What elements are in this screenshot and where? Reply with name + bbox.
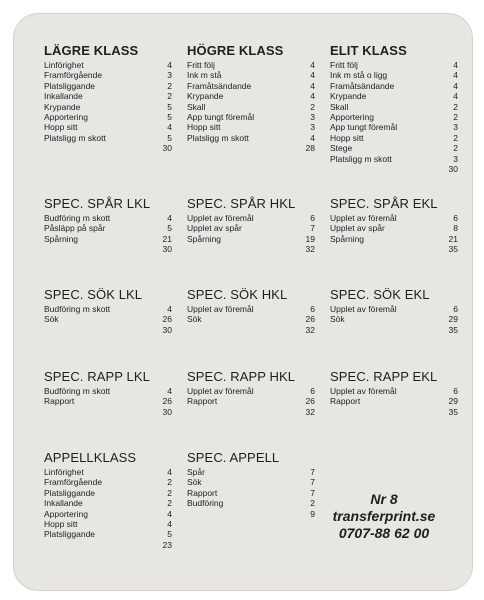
section-total: 35	[448, 244, 458, 255]
exercise-score: 4	[310, 70, 315, 81]
score-row	[330, 91, 458, 101]
section-block	[187, 451, 315, 519]
section-total: 28	[305, 143, 315, 154]
section-rows	[330, 304, 458, 325]
exercise-score: 6	[453, 304, 458, 314]
score-row	[330, 122, 458, 132]
score-row	[44, 498, 172, 508]
score-row	[187, 396, 315, 406]
exercise-label: Inkallande	[44, 91, 83, 102]
exercise-score: 3	[167, 70, 172, 81]
section-rows	[187, 213, 315, 244]
exercise-label: Krypande	[44, 101, 81, 112]
exercise-label: Påsläpp på spår	[44, 223, 106, 234]
exercise-label: Sök	[330, 314, 345, 325]
exercise-label: Rapport	[187, 487, 218, 498]
exercise-label: Framförgående	[44, 70, 103, 81]
exercise-score: 26	[305, 314, 315, 325]
exercise-label: Apportering	[44, 508, 88, 519]
exercise-label: Upplet av spår	[330, 223, 385, 234]
score-row	[187, 498, 315, 508]
score-row	[330, 213, 458, 223]
exercise-score: 7	[310, 223, 315, 234]
exercise-score: 7	[310, 477, 315, 488]
section-block	[187, 197, 315, 255]
section-total: 30	[162, 406, 172, 417]
exercise-label: Spår	[187, 467, 205, 477]
exercise-score: 4	[453, 80, 458, 91]
exercise-score: 2	[453, 101, 458, 112]
section-block	[187, 44, 315, 154]
section-block	[187, 370, 315, 417]
section-title: SPEC. SPÅR EKL	[330, 196, 438, 211]
score-row	[44, 213, 172, 223]
footer-number: Nr 8	[370, 491, 398, 507]
exercise-score: 6	[453, 213, 458, 223]
section-rows	[330, 60, 458, 164]
exercise-label: Spårning	[187, 233, 222, 244]
score-row	[187, 70, 315, 80]
section-block	[44, 451, 172, 550]
exercise-score: 6	[310, 213, 315, 223]
exercise-label: Apportering	[330, 112, 374, 123]
exercise-label: Linförighet	[44, 60, 84, 70]
exercise-score: 5	[167, 112, 172, 123]
score-row	[44, 304, 172, 314]
section-title: SPEC. SÖK HKL	[187, 287, 288, 302]
section-rows	[187, 60, 315, 143]
exercise-label: Hopp sitt	[44, 122, 78, 133]
exercise-score: 4	[167, 304, 172, 314]
score-row	[330, 234, 458, 244]
score-row	[330, 133, 458, 143]
score-row	[187, 477, 315, 487]
exercise-label: Krypande	[330, 91, 367, 102]
exercise-score: 4	[167, 213, 172, 223]
section-block	[330, 197, 458, 255]
exercise-label: Upplet av föremål	[187, 213, 254, 223]
exercise-label: Budföring m skott	[44, 304, 111, 314]
score-row	[187, 304, 315, 314]
exercise-label: Skall	[187, 101, 206, 112]
score-row	[44, 386, 172, 396]
section-total: 32	[305, 244, 315, 255]
exercise-score: 2	[167, 80, 172, 91]
exercise-score: 4	[167, 519, 172, 530]
exercise-score: 4	[310, 80, 315, 91]
exercise-score: 21	[162, 233, 172, 244]
section-block	[44, 44, 172, 154]
exercise-score: 26	[162, 314, 172, 325]
score-row	[187, 467, 315, 477]
score-row	[44, 234, 172, 244]
exercise-score: 3	[310, 112, 315, 123]
print-card	[14, 14, 472, 590]
exercise-score: 4	[167, 60, 172, 70]
exercise-score: 5	[167, 223, 172, 234]
exercise-label: Framåtsändande	[187, 80, 252, 91]
exercise-score: 2	[453, 112, 458, 123]
section-title: SPEC. SPÅR HKL	[187, 196, 296, 211]
section-rows	[44, 386, 172, 407]
exercise-label: App tungt föremål	[187, 112, 255, 123]
exercise-score: 4	[310, 132, 315, 143]
exercise-label: Sök	[187, 314, 202, 325]
exercise-label: Upplet av föremål	[330, 304, 397, 314]
section-total: 30	[162, 244, 172, 255]
exercise-score: 4	[167, 467, 172, 477]
score-row	[187, 112, 315, 122]
exercise-label: Ink m stå	[187, 70, 222, 81]
section-block	[187, 288, 315, 335]
score-row	[330, 81, 458, 91]
exercise-label: Platsligg m skott	[330, 153, 392, 164]
score-row	[330, 60, 458, 70]
score-row	[330, 70, 458, 80]
exercise-score: 4	[453, 91, 458, 102]
score-row	[187, 386, 315, 396]
score-row	[44, 467, 172, 477]
exercise-score: 5	[167, 101, 172, 112]
section-rows	[330, 213, 458, 244]
section-title: SPEC. SPÅR LKL	[44, 196, 151, 211]
exercise-score: 2	[167, 477, 172, 488]
section-block	[330, 288, 458, 335]
exercise-label: Spårning	[44, 233, 79, 244]
section-rows	[187, 386, 315, 407]
score-row	[44, 60, 172, 70]
score-row	[44, 122, 172, 132]
exercise-score: 5	[167, 132, 172, 143]
section-title: HÖGRE KLASS	[187, 43, 284, 58]
section-block	[44, 288, 172, 335]
exercise-label: Budföring m skott	[44, 213, 111, 223]
section-rows	[44, 304, 172, 325]
exercise-score: 5	[167, 529, 172, 540]
section-block	[330, 370, 458, 417]
exercise-score: 21	[448, 233, 458, 244]
exercise-label: Upplet av föremål	[187, 386, 254, 396]
exercise-label: Budföring	[187, 498, 224, 509]
score-row	[330, 386, 458, 396]
score-row	[187, 133, 315, 143]
section-total: 35	[448, 406, 458, 417]
footer-website: transferprint.se	[332, 508, 436, 524]
section-total: 30	[162, 324, 172, 335]
exercise-label: Budföring m skott	[44, 386, 111, 396]
score-row	[44, 477, 172, 487]
score-row	[44, 81, 172, 91]
exercise-score: 3	[453, 153, 458, 164]
exercise-label: Hopp sitt	[330, 132, 364, 143]
section-rows	[44, 213, 172, 244]
exercise-score: 4	[453, 60, 458, 70]
exercise-label: Platsliggande	[44, 529, 96, 540]
exercise-score: 19	[305, 233, 315, 244]
exercise-label: Fritt följ	[330, 60, 358, 70]
exercise-label: Ink m stå o ligg	[330, 70, 388, 81]
score-row	[330, 223, 458, 233]
section-title: SPEC. SÖK EKL	[330, 287, 430, 302]
exercise-label: Platsliggande	[44, 487, 96, 498]
exercise-score: 2	[310, 101, 315, 112]
exercise-label: Framåtsändande	[330, 80, 395, 91]
exercise-label: Fritt följ	[187, 60, 215, 70]
exercise-label: Skall	[330, 101, 349, 112]
exercise-label: Inkallande	[44, 498, 83, 509]
exercise-label: Hopp sitt	[187, 122, 221, 133]
exercise-score: 7	[310, 487, 315, 498]
section-title: SPEC. RAPP LKL	[44, 369, 150, 384]
score-row	[44, 133, 172, 143]
exercise-score: 4	[167, 508, 172, 519]
score-row	[330, 112, 458, 122]
exercise-label: Hopp sitt	[44, 519, 78, 530]
score-row	[187, 234, 315, 244]
score-row	[187, 314, 315, 324]
footer-phone: 0707-88 62 00	[338, 525, 430, 541]
exercise-label: Rapport	[187, 396, 218, 407]
section-block	[330, 44, 458, 174]
score-row	[187, 91, 315, 101]
score-row	[187, 122, 315, 132]
score-row	[44, 112, 172, 122]
exercise-score: 2	[453, 143, 458, 154]
exercise-label: Upplet av föremål	[187, 304, 254, 314]
score-row	[44, 314, 172, 324]
exercise-score: 29	[448, 314, 458, 325]
section-title: APPELLKLASS	[44, 450, 137, 465]
exercise-score: 4	[453, 70, 458, 81]
exercise-score: 3	[310, 122, 315, 133]
exercise-score: 29	[448, 396, 458, 407]
section-title: SPEC. RAPP HKL	[187, 369, 296, 384]
exercise-label: Platsligg m skott	[187, 132, 249, 143]
exercise-score: 26	[305, 396, 315, 407]
section-title: SPEC. RAPP EKL	[330, 369, 438, 384]
section-total: 32	[305, 324, 315, 335]
score-row	[330, 154, 458, 164]
section-rows	[187, 304, 315, 325]
exercise-label: Platsliggande	[44, 80, 96, 91]
score-row	[187, 488, 315, 498]
score-row	[187, 81, 315, 91]
exercise-label: Krypande	[187, 91, 224, 102]
score-row	[187, 213, 315, 223]
section-total: 23	[162, 539, 172, 550]
section-rows	[44, 60, 172, 143]
exercise-label: Platsligg m skott	[44, 132, 106, 143]
score-row	[44, 509, 172, 519]
score-row	[44, 529, 172, 539]
score-row	[330, 102, 458, 112]
section-block	[44, 197, 172, 255]
exercise-score: 8	[453, 223, 458, 234]
section-total: 30	[448, 164, 458, 175]
score-row	[44, 91, 172, 101]
section-total: 35	[448, 324, 458, 335]
exercise-score: 4	[167, 386, 172, 396]
exercise-score: 7	[310, 467, 315, 477]
exercise-score: 2	[167, 487, 172, 498]
exercise-label: Sök	[44, 314, 59, 325]
exercise-label: Linförighet	[44, 467, 84, 477]
exercise-score: 2	[453, 132, 458, 143]
exercise-label: App tungt föremål	[330, 122, 398, 133]
score-row	[44, 488, 172, 498]
section-total: 9	[310, 508, 315, 519]
section-rows	[330, 386, 458, 407]
exercise-label: Upplet av föremål	[330, 386, 397, 396]
exercise-score: 2	[167, 498, 172, 509]
score-row	[44, 70, 172, 80]
exercise-score: 6	[453, 386, 458, 396]
exercise-label: Rapport	[44, 396, 75, 407]
score-row	[44, 396, 172, 406]
section-block	[44, 370, 172, 417]
section-title: SPEC. APPELL	[187, 450, 280, 465]
exercise-score: 2	[167, 91, 172, 102]
exercise-score: 4	[310, 91, 315, 102]
exercise-score: 26	[162, 396, 172, 407]
section-total: 30	[162, 143, 172, 154]
exercise-score: 6	[310, 386, 315, 396]
exercise-label: Rapport	[330, 396, 361, 407]
section-total: 32	[305, 406, 315, 417]
exercise-label: Upplet av spår	[187, 223, 242, 234]
section-title: SPEC. SÖK LKL	[44, 287, 143, 302]
exercise-score: 2	[310, 498, 315, 509]
section-title: ELIT KLASS	[330, 43, 407, 58]
exercise-score: 3	[453, 122, 458, 133]
section-title: LÄGRE KLASS	[44, 43, 139, 58]
exercise-score: 6	[310, 304, 315, 314]
exercise-label: Framförgående	[44, 477, 103, 488]
exercise-score: 4	[167, 122, 172, 133]
section-rows	[187, 467, 315, 509]
exercise-label: Upplet av föremål	[330, 213, 397, 223]
exercise-label: Apportering	[44, 112, 88, 123]
score-row	[187, 102, 315, 112]
score-row	[187, 60, 315, 70]
score-row	[330, 304, 458, 314]
footer	[314, 491, 454, 542]
section-rows	[44, 467, 172, 540]
score-row	[44, 519, 172, 529]
exercise-label: Spårning	[330, 233, 365, 244]
score-row	[44, 102, 172, 112]
score-row	[330, 143, 458, 153]
score-row	[330, 396, 458, 406]
score-row	[330, 314, 458, 324]
score-row	[44, 223, 172, 233]
exercise-score: 4	[310, 60, 315, 70]
exercise-label: Stege	[330, 143, 353, 154]
score-row	[187, 223, 315, 233]
exercise-label: Sök	[187, 477, 202, 488]
